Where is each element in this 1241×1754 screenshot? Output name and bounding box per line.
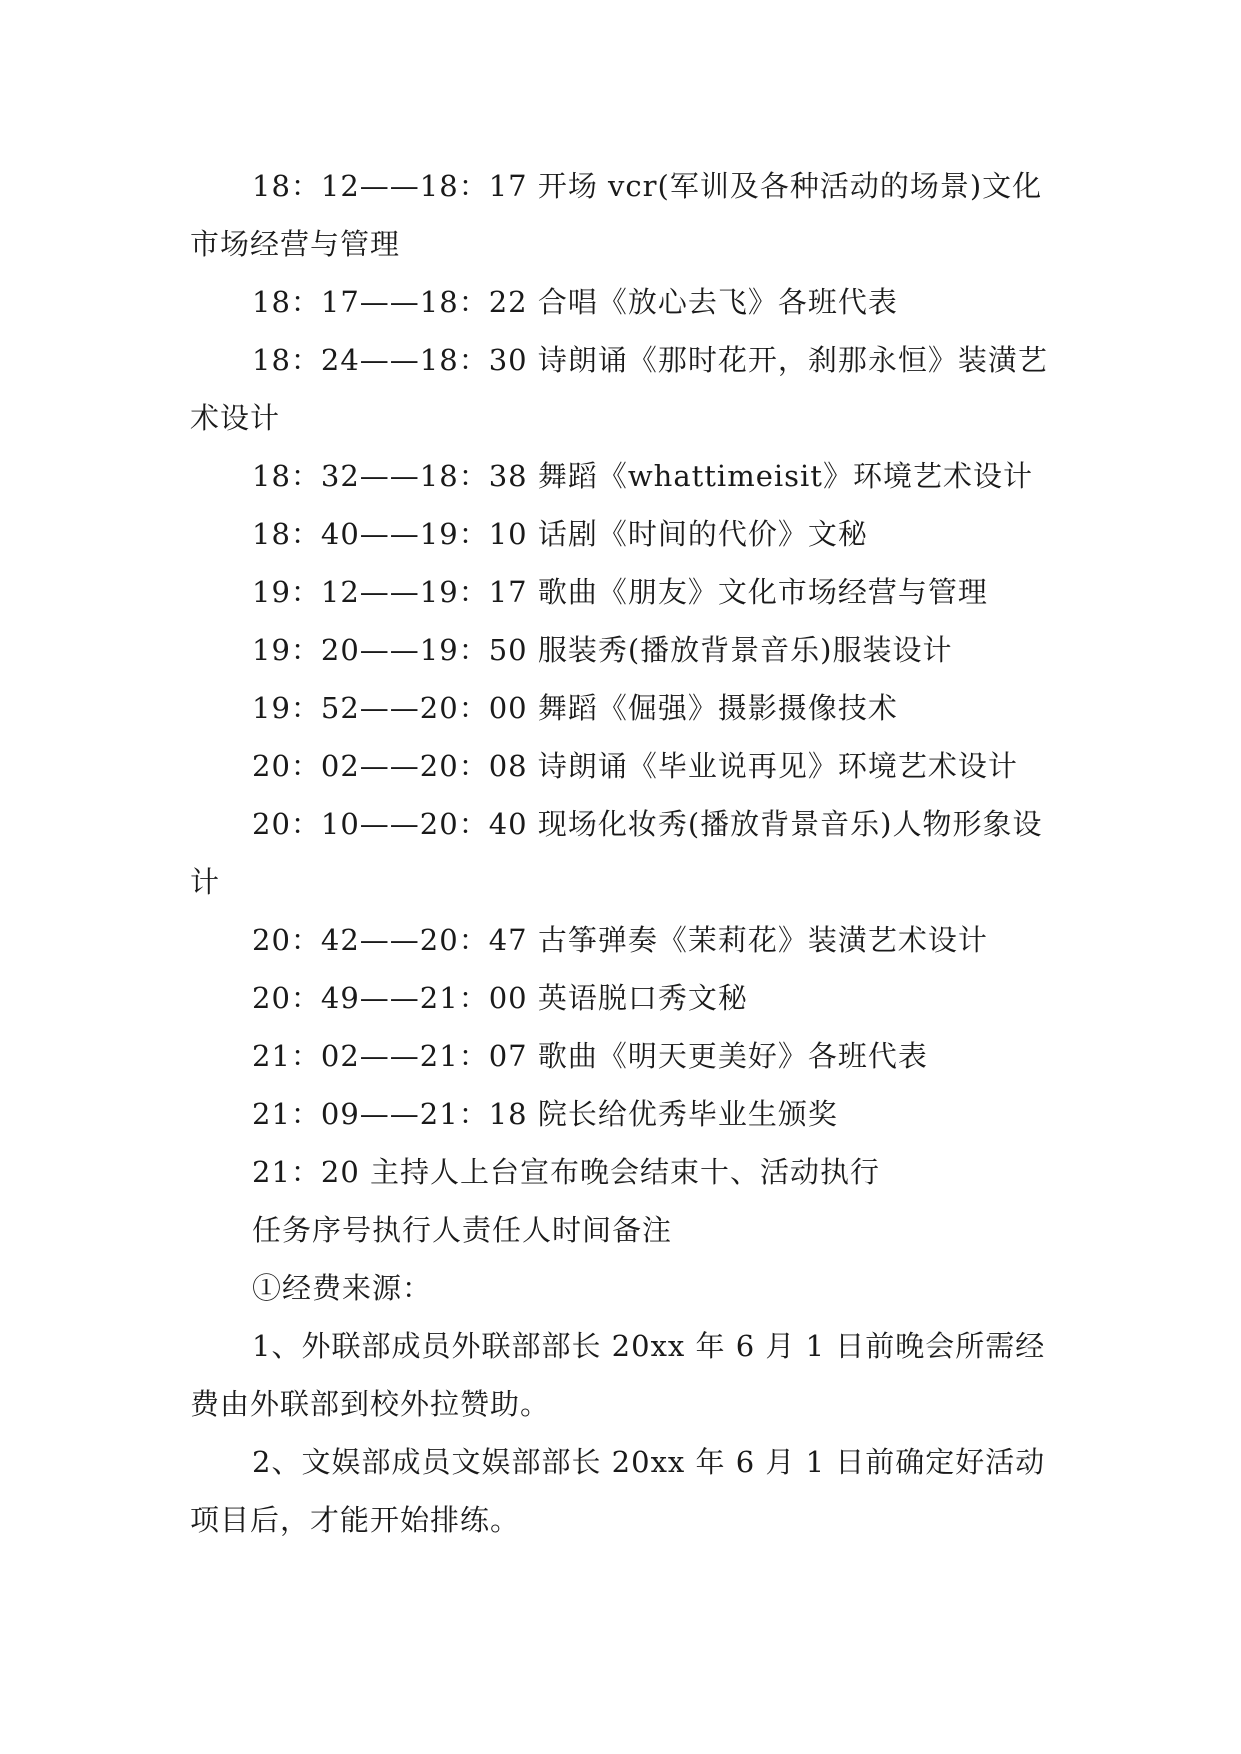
paragraph-schedule-2002: 20：02——20：08 诗朗诵《毕业说再见》环境艺术设计	[252, 749, 1018, 783]
paragraph-schedule-2049: 20：49——21：00 英语脱口秀文秘	[252, 981, 748, 1015]
paragraph-item-2: 2、文娱部成员文娱部部长 20xx 年 6 月 1 日前确定好活动项目后，才能开始排练。	[190, 1445, 1046, 1537]
paragraph-schedule-1817: 18：17——18：22 合唱《放心去飞》各班代表	[252, 285, 898, 319]
paragraph-schedule-1912: 19：12——19：17 歌曲《朋友》文化市场经营与管理	[252, 575, 988, 609]
paragraph-schedule-1952: 19：52——20：00 舞蹈《倔强》摄影摄像技术	[252, 691, 898, 725]
paragraph-schedule-2102: 21：02——21：07 歌曲《明天更美好》各班代表	[252, 1039, 928, 1073]
paragraph-funding-source: ①经费来源：	[252, 1271, 433, 1305]
paragraph-schedule-1840: 18：40——19：10 话剧《时间的代价》文秘	[252, 517, 868, 551]
paragraph-schedule-1920: 19：20——19：50 服装秀(播放背景音乐)服装设计	[252, 633, 953, 667]
paragraph-schedule-1824: 18：24——18：30 诗朗诵《那时花开，刹那永恒》装潢艺术设计	[190, 343, 1048, 435]
paragraph-schedule-1812: 18：12——18：17 开场 vcr(军训及各种活动的场景)文化市场经营与管理	[190, 169, 1043, 261]
paragraph-schedule-2042: 20：42——20：47 古筝弹奏《茉莉花》装潢艺术设计	[252, 923, 988, 957]
paragraph-item-1: 1、外联部成员外联部部长 20xx 年 6 月 1 日前晚会所需经费由外联部到校外拉赞助。	[190, 1329, 1046, 1421]
paragraph-schedule-2010: 20：10——20：40 现场化妆秀(播放背景音乐)人物形象设计	[190, 807, 1043, 899]
document-body	[190, 157, 1052, 1549]
paragraph-task-header: 任务序号执行人责任人时间备注	[252, 1213, 673, 1247]
paragraph-schedule-2120: 21：20 主持人上台宣布晚会结束十、活动执行	[252, 1155, 881, 1189]
paragraph-schedule-2109: 21：09——21：18 院长给优秀毕业生颁奖	[252, 1097, 838, 1131]
paragraph-schedule-1832: 18：32——18：38 舞蹈《whattimeisit》环境艺术设计	[252, 459, 1033, 493]
